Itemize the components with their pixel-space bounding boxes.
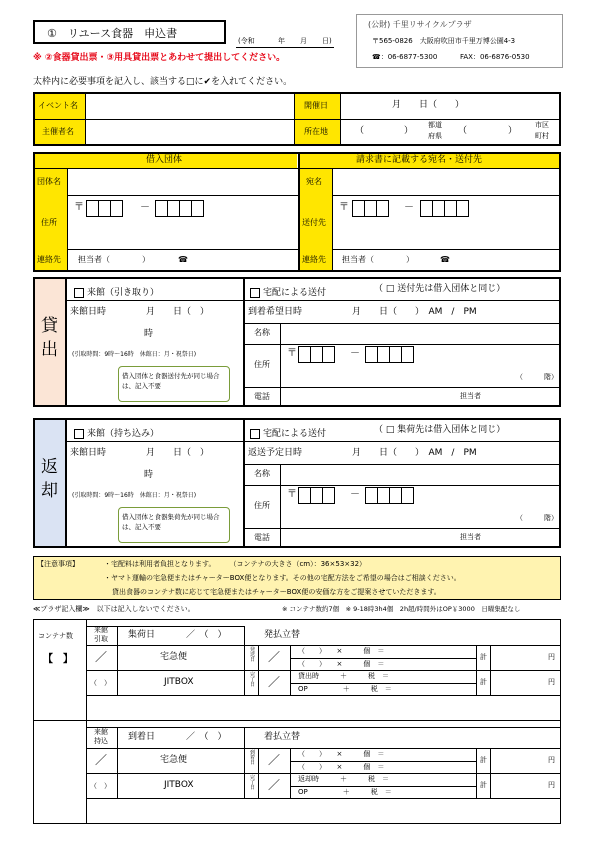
done-slash-1[interactable]: ／ — [268, 675, 281, 689]
arrive-vertical: 到着日 — [250, 750, 256, 766]
return-name-label: 名称 — [254, 469, 270, 478]
takkyubin-label-1: 宅急便 — [160, 652, 188, 662]
org-fax: FAX：06-6876-0530 — [460, 53, 530, 61]
warning-text: ※ ②食器貸出票・③用具貸出票とあわせて提出してください。 — [33, 53, 286, 63]
loc-paren-close-2: ） — [508, 126, 518, 136]
title-box — [33, 20, 226, 44]
ship-vertical: 発送日 — [250, 647, 256, 663]
op-row-1: OP ＋ 税 ＝ — [298, 685, 392, 693]
organizer-label: 主催者名 — [42, 127, 74, 136]
in-slash[interactable]: ／ — [95, 753, 108, 767]
return-hours-note: (引取時間：9時～16時 休館日：月・祝祭日) — [72, 492, 197, 499]
ship-date-value[interactable]: ／ （ ） — [186, 630, 227, 640]
sendto-person[interactable]: 担当者（ ） — [342, 255, 414, 264]
plaza-table — [33, 619, 561, 824]
borrower-contact-label: 連絡先 — [37, 255, 61, 264]
notes-line2: ・ヤマト運輸の宅急便またはチャーターBOX便となります。その他の宅配方法をご希望の場合はご相談ください。 — [104, 574, 461, 582]
total-label-1: 計 — [480, 653, 487, 661]
loc-paren-open-2: （ — [458, 126, 468, 136]
postal-dash-left: － — [140, 202, 150, 213]
return-time-row: 返却時 ＋ 税 ＝ — [298, 775, 389, 783]
sendto-postal-first[interactable] — [352, 200, 388, 217]
checkmark-icon: ✔ — [203, 77, 212, 87]
date-month: 月 — [300, 37, 307, 45]
event-name-label: イベント名 — [38, 101, 78, 110]
calc-row-1: （ ） × 個 ＝ — [298, 647, 385, 655]
return-ship-label: 返送予定日時 — [248, 448, 303, 458]
arrive-date-value[interactable]: ／ （ ） — [186, 732, 227, 742]
borrower-person[interactable]: 担当者（ ） — [78, 255, 150, 264]
borrower-header-left: 借入団体 — [146, 155, 183, 165]
return-side-top: 返 — [41, 457, 58, 477]
return-visit-time[interactable]: 時 — [144, 470, 154, 480]
lend-same-option[interactable]: （ □ 送付先は借入団体と同じ） — [374, 284, 506, 294]
lend-postal-dash: － — [350, 348, 360, 359]
prefecture-bottom: 府県 — [428, 132, 442, 140]
total-label-3: 計 — [480, 756, 487, 764]
lend-bubble-text: 借入団体と食器送付先が同じ場合は、記入不要 — [122, 372, 220, 391]
lend-side-bottom: 出 — [41, 340, 58, 360]
lend-hours-note: (引取時間：9時～16時 休館日：月・祝祭日) — [72, 351, 197, 358]
page-title: ① リユース食器 申込書 — [47, 27, 178, 40]
return-bring-option[interactable]: 来館（持ち込み） — [74, 426, 159, 439]
out-top: 来館 — [94, 626, 108, 634]
notes-line3: 貸出食器のコンテナ数に応じて宅急便またはチャーターBOX便の安価な方をご提案させていただきます。 — [112, 588, 441, 596]
sendto-contact-label: 連絡先 — [302, 255, 326, 264]
lend-floor-note: （ 階） — [516, 373, 558, 381]
op-row-2: OP ＋ 税 ＝ — [298, 788, 392, 796]
return-address-label: 住所 — [254, 501, 270, 510]
return-visit-date-value[interactable]: 月 日（ ） — [146, 448, 210, 458]
in-top: 来館 — [94, 728, 108, 736]
lend-side-top: 貸 — [41, 316, 58, 336]
return-postal-dash: － — [350, 489, 360, 500]
out-slash[interactable]: ／ — [95, 650, 108, 664]
postal-mark-right: 〒 — [339, 202, 349, 213]
container-count-bracket[interactable]: 【 】 — [43, 654, 73, 665]
return-postal-second[interactable] — [365, 487, 413, 504]
calc-row-4: （ ） × 個 ＝ — [298, 763, 385, 771]
sender-pays-label: 発払立替 — [264, 630, 301, 640]
postal-dash-right: － — [404, 202, 414, 213]
return-visit-date-label: 来館日時 — [70, 448, 107, 458]
return-bubble-text: 借入団体と食器集荷先が同じ場合は、記入不要 — [122, 513, 220, 532]
yen-4: 円 — [548, 781, 555, 789]
checkbox-icon[interactable] — [74, 429, 84, 439]
lend-phone-label: 電話 — [254, 392, 270, 401]
lend-pickup-option[interactable]: 来館（引き取り） — [74, 285, 159, 298]
organizer-field[interactable] — [86, 120, 294, 144]
container-count-label: コンテナ数 — [38, 632, 73, 640]
takkyubin-label-2: 宅急便 — [160, 755, 188, 765]
notes-label: 【注意事項】 — [37, 560, 79, 568]
event-date-label: 開催日 — [304, 101, 328, 110]
total-label-4: 計 — [480, 781, 487, 789]
ship-date-label: 集荷日 — [128, 630, 156, 640]
checkbox-icon[interactable] — [250, 288, 260, 298]
city-top: 市区 — [535, 121, 549, 129]
postal-mark-left: 〒 — [74, 202, 84, 213]
lend-postal-mark: 〒 — [287, 348, 297, 359]
group-name-label: 団体名 — [37, 177, 61, 186]
return-side-bottom: 却 — [41, 481, 58, 501]
return-person-label: 担当者 — [460, 533, 481, 541]
lend-visit-date-label: 来館日時 — [70, 307, 107, 317]
total-label-2: 計 — [480, 678, 487, 686]
calc-row-3: （ ） × 個 ＝ — [298, 750, 385, 758]
arrive-slash-2[interactable]: ／ — [268, 753, 281, 767]
done-vertical-1: 完了日 — [250, 672, 256, 688]
lend-delivery-option[interactable]: 宅配による送付 — [250, 285, 326, 298]
loc-paren-close-1: ） — [404, 126, 414, 136]
borrower-postal-first[interactable] — [86, 200, 122, 217]
checkbox-icon[interactable] — [74, 288, 84, 298]
borrower-postal-second[interactable] — [155, 200, 203, 217]
sendto-label: 送付先 — [302, 218, 326, 227]
out-bottom: 引取 — [94, 635, 108, 643]
receiver-pays-label: 着払立替 — [264, 732, 301, 742]
borrower-address-label: 住所 — [41, 218, 57, 227]
sendto-postal-second[interactable] — [420, 200, 468, 217]
borrower-header-right: 請求書に記載する宛名・送付先 — [356, 155, 483, 165]
done-slash-2[interactable]: ／ — [268, 778, 281, 792]
return-delivery-option[interactable]: 宅配による送付 — [250, 426, 326, 439]
phone-icon: ☎ — [178, 255, 188, 264]
return-postal-mark: 〒 — [287, 489, 297, 500]
lend-name-label: 名称 — [254, 328, 270, 337]
lend-person-label: 担当者 — [460, 392, 481, 400]
phone-icon: ☎ — [440, 255, 450, 264]
date-year: 年 — [278, 37, 285, 45]
return-phone-label: 電話 — [254, 533, 270, 542]
city-bottom: 町村 — [535, 132, 549, 140]
date-day: 日) — [322, 37, 332, 45]
loc-paren-open-1: （ — [355, 126, 365, 136]
calc-row-2: （ ） × 個 ＝ — [298, 660, 385, 668]
date-era: (令和 — [238, 37, 255, 45]
lend-postal-second[interactable] — [365, 346, 413, 363]
return-ship-value[interactable]: 月 日（ ） AM / PM — [352, 448, 477, 458]
event-date-value[interactable]: 月 日（ ） — [392, 100, 465, 110]
org-name: (公財) 千里リサイクルプラザ — [368, 20, 472, 29]
return-same-option[interactable]: （ □ 集荷先は借入団体と同じ） — [374, 425, 506, 435]
lend-visit-date-value[interactable]: 月 日（ ） — [146, 307, 210, 317]
plaza-note: ※ コンテナ数約7個 ※ 9-18時3h4個 2h超/時間外はOP￥3000 日曜集配なし — [282, 605, 521, 613]
notes-line1: ・宅配料は利用者負担となります。 （コンテナの大きさ（cm）：36×53×32） — [104, 560, 367, 568]
out-paren[interactable]: （ ） — [90, 679, 111, 687]
prefecture-top: 都道 — [428, 121, 442, 129]
lend-postal-first[interactable] — [298, 346, 334, 363]
event-name-field[interactable] — [86, 94, 294, 118]
yen-1: 円 — [548, 653, 555, 661]
plaza-title: ≪プラザ記入欄≫ 以下は記入しないでください。 — [33, 605, 195, 613]
done-vertical-2: 完了日 — [250, 775, 256, 791]
yen-3: 円 — [548, 756, 555, 764]
return-floor-note: （ 階） — [516, 514, 558, 522]
ship-slash-1[interactable]: ／ — [268, 650, 281, 664]
in-paren[interactable]: （ ） — [90, 782, 111, 790]
org-address: 〒565-0826 大阪府吹田市千里万博公園4-3 — [372, 37, 516, 45]
lend-time-row: 貸出時 ＋ 税 ＝ — [298, 672, 389, 680]
lend-address-label: 住所 — [254, 360, 270, 369]
location-label: 所在地 — [304, 127, 328, 136]
lend-visit-time[interactable]: 時 — [144, 329, 154, 339]
arrive-date-label: 到着日 — [128, 732, 156, 742]
lend-arrival-label: 到着希望日時 — [248, 307, 303, 317]
yen-2: 円 — [548, 678, 555, 686]
jitbox-label-1: JITBOX — [164, 677, 194, 687]
checkbox-icon[interactable] — [250, 429, 260, 439]
addressee-label: 宛名 — [306, 177, 322, 186]
lend-arrival-value[interactable]: 月 日（ ） AM / PM — [352, 307, 477, 317]
instruction: 太枠内に必要事項を記入し、該当する□に✔を入れてください。 — [33, 77, 293, 87]
in-bottom: 持込 — [94, 737, 108, 745]
jitbox-label-2: JITBOX — [164, 780, 194, 790]
org-tel: ☎：06-6877-5300 — [372, 53, 438, 61]
return-postal-first[interactable] — [298, 487, 334, 504]
